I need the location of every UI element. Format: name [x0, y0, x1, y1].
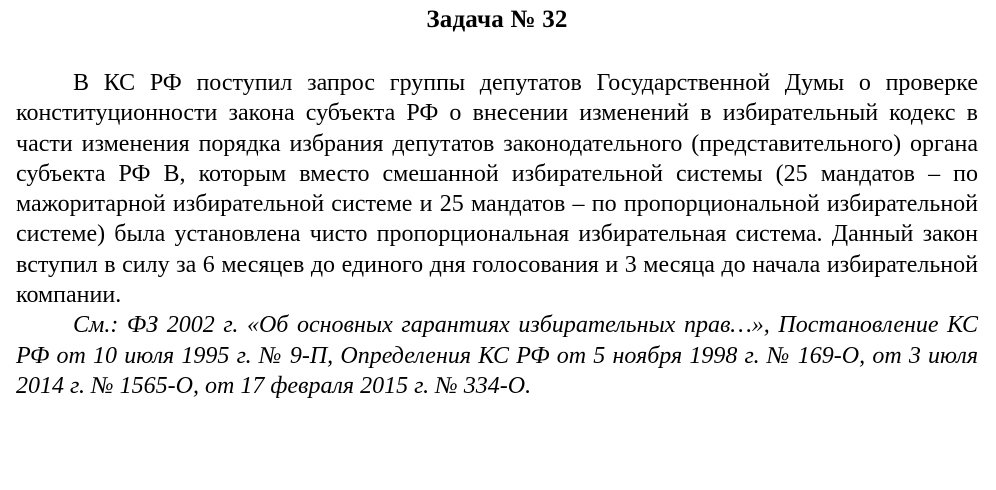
document-page — [16, 0, 978, 401]
reference-paragraph: См.: ФЗ 2002 г. «Об основных гарантиях избирательных прав…», Постановление КС РФ от 10 июля 1995 г. № 9-П, Определения КС РФ от 5 ноября 1998 г. № 169-О, от 3 июля 2014 г. № 1565-О, от 17 февраля 2015 г. № 334-О. — [16, 312, 978, 399]
task-title: Задача № 32 — [426, 6, 568, 33]
task-paragraph: В КС РФ поступил запрос группы депутатов Государственной Думы о проверке конституционности закона субъекта РФ о внесении изменений в избирательный кодекс в части изменения порядка избрания депутатов законодательного (представительного) органа субъекта РФ В, которым вместо смешанной избирательной системы (25 мандатов – по мажоритарной избирательной системе и 25 мандатов – по пропорциональной избирательной системе) была установлена чисто пропорциональная избирательная система. Данный закон вступил в силу за 6 месяцев до единого дня голосования и 3 месяца до начала избирательной компании. — [16, 70, 978, 309]
